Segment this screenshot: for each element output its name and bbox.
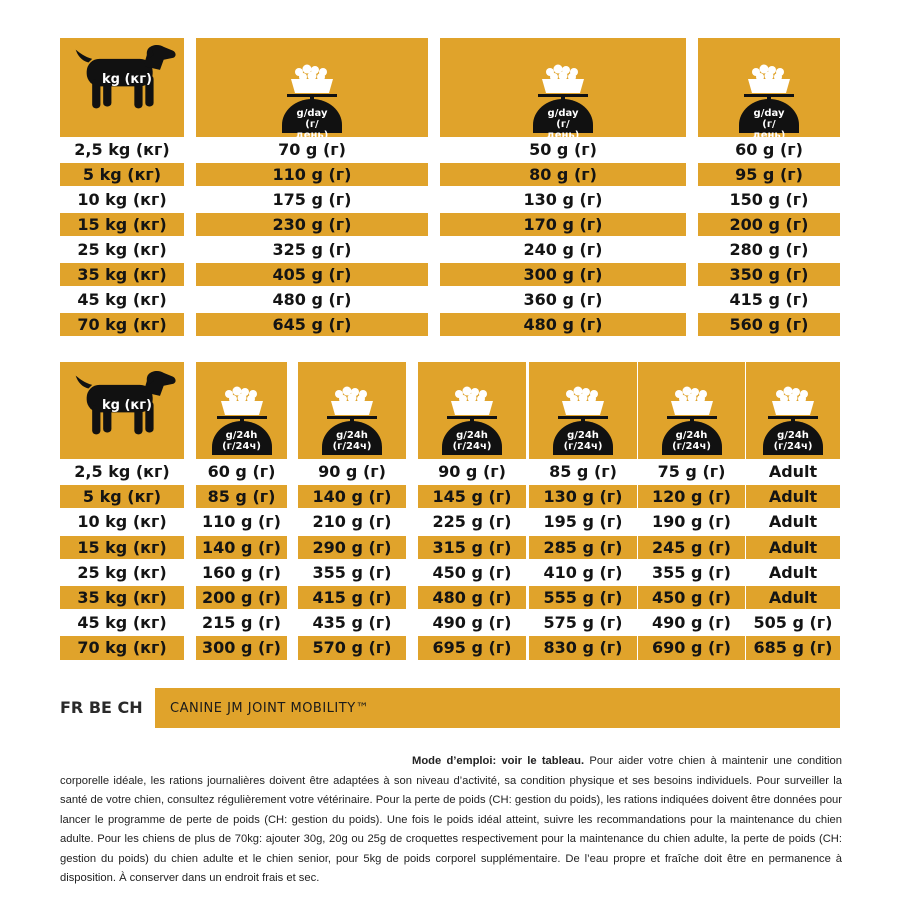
- scale-icon-wrap: [657, 385, 727, 455]
- ration-cell: 110 g (г): [196, 163, 428, 186]
- scale-icon-wrap: [317, 385, 387, 455]
- ration-header-cell: [529, 362, 637, 459]
- ration-cell: 300 g (г): [196, 636, 287, 659]
- weight-cell: 45 kg (кг): [77, 613, 167, 633]
- ration-cell: 350 g (г): [698, 263, 840, 286]
- ration-cell: 145 g (г): [418, 485, 526, 508]
- scale-icon-wrap: [528, 63, 598, 141]
- ration-cell: 210 g (г): [312, 512, 392, 532]
- ration-cell: 415 g (г): [298, 586, 406, 609]
- ration-unit-label: g/24h (г/24ч): [222, 430, 261, 452]
- scale-icon-wrap: [277, 63, 347, 141]
- scale-icon-wrap: [734, 63, 804, 141]
- ration-cell: 85 g (г): [196, 485, 287, 508]
- ration-unit-label: g/24h (г/24ч): [563, 430, 603, 452]
- weight-cell: 25 kg (кг): [77, 240, 167, 259]
- ration-cell: 150 g (г): [729, 190, 809, 209]
- ration-unit-label: g/day (г/день): [546, 108, 580, 141]
- ration-header-cell: [638, 362, 745, 459]
- ration-unit-label: g/24h (г/24ч): [773, 430, 813, 452]
- ration-cell: 575 g (г): [543, 613, 623, 633]
- ration-header-cell: [298, 362, 406, 459]
- ration-cell: 415 g (г): [729, 290, 809, 309]
- ration-cell: Adult: [768, 512, 818, 532]
- ration-cell: 480 g (г): [272, 290, 352, 309]
- scale-icon-wrap: [437, 385, 507, 455]
- ration-cell: 450 g (г): [432, 562, 512, 582]
- ration-header-cell: [698, 38, 840, 141]
- scale-icon-wrap: [207, 385, 277, 455]
- ration-cell: 555 g (г): [529, 586, 637, 609]
- ration-cell: 200 g (г): [698, 213, 840, 236]
- ration-cell: 490 g (г): [432, 613, 512, 633]
- ration-cell: 215 g (г): [202, 613, 281, 633]
- ration-cell: 90 g (г): [438, 462, 506, 482]
- ration-cell: 405 g (г): [196, 263, 428, 286]
- ration-unit-label: g/24h (г/24ч): [332, 430, 372, 452]
- ration-cell: 325 g (г): [272, 240, 352, 259]
- weight-cell: 70 kg (кг): [60, 313, 184, 336]
- weight-cell: 45 kg (кг): [77, 290, 167, 309]
- ration-cell: 120 g (г): [638, 485, 745, 508]
- weight-header-cell: [60, 362, 184, 459]
- ration-cell: 450 g (г): [638, 586, 745, 609]
- ration-cell: 690 g (г): [638, 636, 745, 659]
- weight-cell: 5 kg (кг): [60, 485, 184, 508]
- ration-cell: Adult: [746, 485, 840, 508]
- weight-cell: 2,5 kg (кг): [74, 140, 170, 159]
- ration-unit-label: g/24h (г/24ч): [452, 430, 492, 452]
- weight-cell: 25 kg (кг): [77, 562, 167, 582]
- weight-cell: 5 kg (кг): [60, 163, 184, 186]
- ration-cell: 360 g (г): [523, 290, 603, 309]
- product-name: CANINE JM JOINT MOBILITY™: [170, 701, 370, 716]
- ration-cell: 130 g (г): [523, 190, 603, 209]
- weight-header-cell: [60, 38, 184, 137]
- ration-cell: 480 g (г): [418, 586, 526, 609]
- ration-cell: 300 g (г): [440, 263, 686, 286]
- ration-cell: 50 g (г): [529, 140, 597, 159]
- weight-cell: 10 kg (кг): [77, 512, 167, 532]
- ration-cell: 435 g (г): [312, 613, 392, 633]
- ration-cell: 285 g (г): [529, 536, 637, 559]
- ration-cell: Adult: [768, 562, 818, 582]
- ration-cell: 245 g (г): [638, 536, 745, 559]
- weight-cell: 35 kg (кг): [60, 263, 184, 286]
- ration-header-cell: [746, 362, 840, 459]
- ration-cell: 110 g (г): [202, 512, 281, 532]
- weight-cell: 70 kg (кг): [60, 636, 184, 659]
- weight-cell: 15 kg (кг): [60, 536, 184, 559]
- ration-unit-label: g/day (г/день): [295, 108, 329, 141]
- ration-cell: 570 g (г): [298, 636, 406, 659]
- ration-cell: 230 g (г): [196, 213, 428, 236]
- ration-cell: 175 g (г): [272, 190, 352, 209]
- ration-cell: 95 g (г): [698, 163, 840, 186]
- ration-cell: 170 g (г): [440, 213, 686, 236]
- ration-cell: 85 g (г): [549, 462, 617, 482]
- weight-cell: 35 kg (кг): [60, 586, 184, 609]
- ration-cell: 290 g (г): [298, 536, 406, 559]
- ration-cell: 130 g (г): [529, 485, 637, 508]
- instructions-body: Pour aider votre chien à maintenir une condition corporelle idéale, les rations journalières doivent être adaptées à son niveau d’activité, sa condition physique et ses besoins individuels. Pour surveiller la santé de votre chien, consultez régulièrement votre vétérinaire. Pour la perte de poids (CH: gestion du poids), les rations indiquées doivent être données pour lancer le programme de perte de poids (CH: gestion du poids). Une fois le poids idéal atteint, suivre les recommandations pour la maintenance du chien adulte. Pour les chiens de plus de 70kg: ajouter 30g, 20g ou 25g de croquettes respectivement pour la maintenance du chien adulte, la perte de poids (CH: gestion du poids) du chien adulte et le chien senior, pour 5kg de poids corporel supplémentaire. De l’eau propre et fraîche doit être en permanence à disposition. À conserver dans un endroit frais et sec.: [60, 755, 842, 884]
- ration-cell: 60 g (г): [735, 140, 803, 159]
- ration-cell: 70 g (г): [278, 140, 346, 159]
- ration-cell: 315 g (г): [418, 536, 526, 559]
- ration-unit-label: g/day (г/день): [752, 108, 786, 141]
- instructions-lead: Mode d’emploi: voir le tableau.: [412, 755, 585, 767]
- ration-cell: 140 g (г): [196, 536, 287, 559]
- weight-column-label: kg (кг): [102, 72, 152, 87]
- ration-cell: 490 g (г): [652, 613, 731, 633]
- ration-header-cell: [440, 38, 686, 141]
- ration-cell: 225 g (г): [432, 512, 512, 532]
- ration-cell: 505 g (г): [753, 613, 833, 633]
- scale-icon-wrap: [548, 385, 618, 455]
- ration-unit-label: g/24h (г/24ч): [672, 430, 711, 452]
- ration-cell: 160 g (г): [202, 562, 281, 582]
- weight-column-label: kg (кг): [102, 398, 152, 413]
- ration-cell: 695 g (г): [418, 636, 526, 659]
- ration-header-cell: [196, 362, 287, 459]
- ration-cell: 645 g (г): [196, 313, 428, 336]
- ration-cell: 90 g (г): [318, 462, 386, 482]
- instructions-text: [60, 752, 842, 889]
- ration-cell: 200 g (г): [196, 586, 287, 609]
- ration-cell: 195 g (г): [543, 512, 623, 532]
- ration-cell: 280 g (г): [729, 240, 809, 259]
- ration-cell: 240 g (г): [523, 240, 603, 259]
- ration-cell: Adult: [768, 462, 818, 482]
- ration-header-cell: [196, 38, 428, 141]
- ration-cell: 685 g (г): [746, 636, 840, 659]
- ration-cell: 140 g (г): [298, 485, 406, 508]
- scale-icon-wrap: [758, 385, 828, 455]
- ration-cell: Adult: [746, 586, 840, 609]
- ration-cell: 830 g (г): [529, 636, 637, 659]
- region-code: FR BE CH: [60, 698, 143, 717]
- ration-cell: 480 g (г): [440, 313, 686, 336]
- ration-cell: 80 g (г): [440, 163, 686, 186]
- ration-cell: 355 g (г): [312, 562, 392, 582]
- ration-cell: 355 g (г): [652, 562, 731, 582]
- ration-cell: 75 g (г): [657, 462, 726, 482]
- weight-cell: 2,5 kg (кг): [74, 462, 170, 482]
- ration-cell: 190 g (г): [652, 512, 731, 532]
- ration-cell: 410 g (г): [543, 562, 623, 582]
- weight-cell: 10 kg (кг): [77, 190, 167, 209]
- ration-cell: Adult: [746, 536, 840, 559]
- ration-cell: 560 g (г): [698, 313, 840, 336]
- ration-cell: 60 g (г): [207, 462, 276, 482]
- weight-cell: 15 kg (кг): [60, 213, 184, 236]
- ration-header-cell: [418, 362, 526, 459]
